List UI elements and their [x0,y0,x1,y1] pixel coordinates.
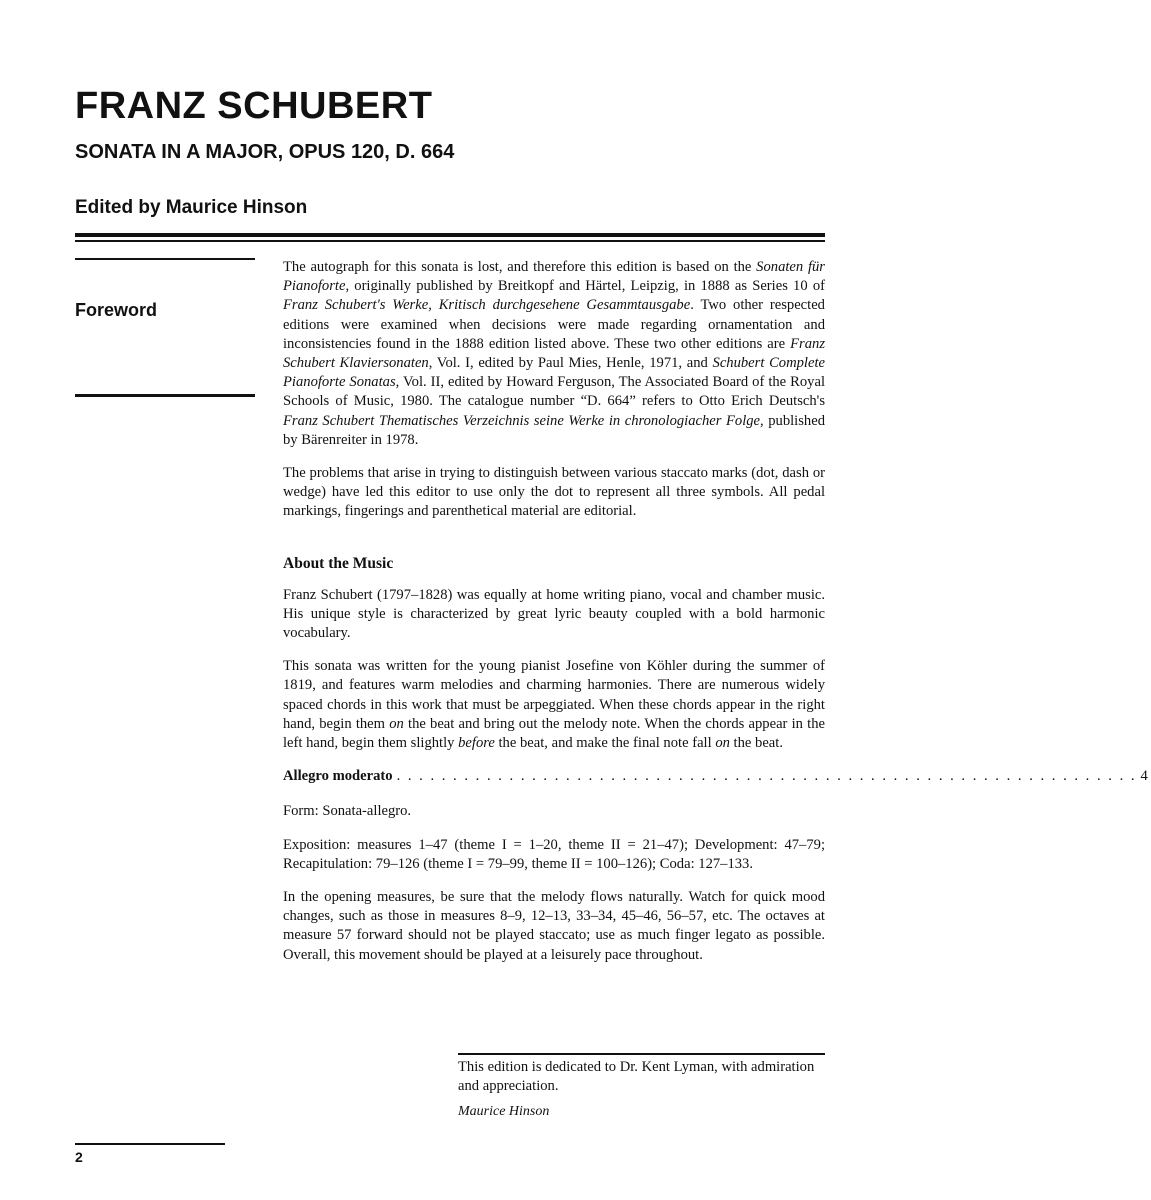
italic-emphasis: before [458,735,495,752]
section-label-foreword: Foreword [75,300,158,320]
dedication-text: This edition is dedicated to Dr. Kent Lyman, with admiration and appreciation. [458,1059,815,1094]
main-text-column [283,258,1148,979]
text-run: the beat and bring out the melody note. When the chords appear in the left hand, begin them slightly [283,715,825,752]
page-number: 2 [75,1149,83,1165]
italic-title: Schubert Complete Pianoforte Sonatas [283,355,826,391]
text-run: the beat, and make the final note fall [494,735,716,752]
about-paragraph-1: Franz Schubert (1797–1828) was equally at home writing piano, vocal and chamber music. His unique style is characterized by great lyric beauty coupled with a bold harmonic vocabulary. [283,586,825,642]
italic-title: Franz Schubert Klaviersonaten [283,335,825,372]
italic-title: Franz Schubert Thematisches Verzeichnis seine Werke in chronologiacher Folge [283,412,761,429]
about-heading: About the Music [283,554,394,572]
movement-form: Form: Sonata-allegro. [283,803,412,820]
sidebar-rule-top [75,258,255,260]
text-run: The autograph for this sonata is lost, and therefore this edition is based on the [283,259,757,275]
header-rule-thin [75,240,825,242]
toc-leader-dots: . . . . . . . . . . . . . . . . . . . . . . . . . . . . . . . . . . . . . . . . . . . . . . . . . . . . . . . . . . . . . . . . . . [396,768,1137,785]
movement-toc-entry [283,767,1148,786]
foreword-paragraph-2: The problems that arise in trying to distinguish between various staccato marks (dot, dash or wedge) have led this editor to use only the dot to represent all three symbols. All pedal markings, fingerings and parenthetical material are editorial. [283,465,825,520]
about-paragraph-2 [283,657,825,753]
movement-structure: Exposition: measures 1–47 (theme I = 1–20, theme II = 21–47); Development: 47–79; Recapitulation: 79–126 (theme I = 79–99, theme II = 100–126); Coda: 127–133. [283,836,825,872]
text-run: , published by Bärenreiter in 1978. [283,412,825,448]
editor-credit: Edited by Maurice Hinson [75,197,308,218]
italic-emphasis: on [715,735,730,752]
text-run: the beat. [729,735,783,752]
italic-title: Franz Schubert's Werke, Kritisch durchgesehene Gesammtausgabe [283,297,691,314]
text-run: This sonata was written for the young pianist Josefine von Köhler during the summer of 1819, and features warm melodies and charming harmonies. There are numerous widely spaced chords in this work that must be arpeggiated. When these chords appear in the right hand, begin them [283,658,825,732]
italic-emphasis: on [389,715,404,732]
page-title: FRANZ SCHUBERT [75,85,433,127]
header-rule-thick [75,233,825,237]
sidebar-rule-bottom [75,394,255,397]
italic-title: Sonaten für Pianoforte [283,259,825,295]
movement-title: Allegro moderato [283,768,393,785]
footer-rule [75,1143,225,1145]
dedication-rule [458,1053,825,1055]
work-subtitle: SONATA IN A MAJOR, OPUS 120, D. 664 [75,141,455,163]
foreword-paragraph-1 [283,258,825,450]
text-run: , originally published by Breitkopf and Härtel, Leipzig, in 1888 as Series 10 of [345,278,825,295]
movement-notes: In the opening measures, be sure that the melody flows naturally. Watch for quick mood changes, such as those in measures 8–9, 12–13, 33–34, 45–46, 56–57, etc. The octaves at measure 57 forward should not be played staccato; use as much finger legato as possible. Overall, this movement should be played at a leisurely pace throughout. [283,889,825,963]
text-run: . Two other respected editions were examined when decisions were made regarding ornamentation and inconsistencies found in the 1888 edition listed above. These two other editions are [283,297,825,352]
text-run: , Vol. I, edited by Paul Mies, Henle, 1971, and [428,355,713,372]
text-run: , Vol. II, edited by Howard Ferguson, The Associated Board of the Royal Schools of Music, 1980. The catalogue number “D. 664” refers to Otto Erich Deutsch's [283,374,825,410]
editor-signature: Maurice Hinson [458,1104,550,1119]
movement-page-number: 4 [1140,768,1148,785]
